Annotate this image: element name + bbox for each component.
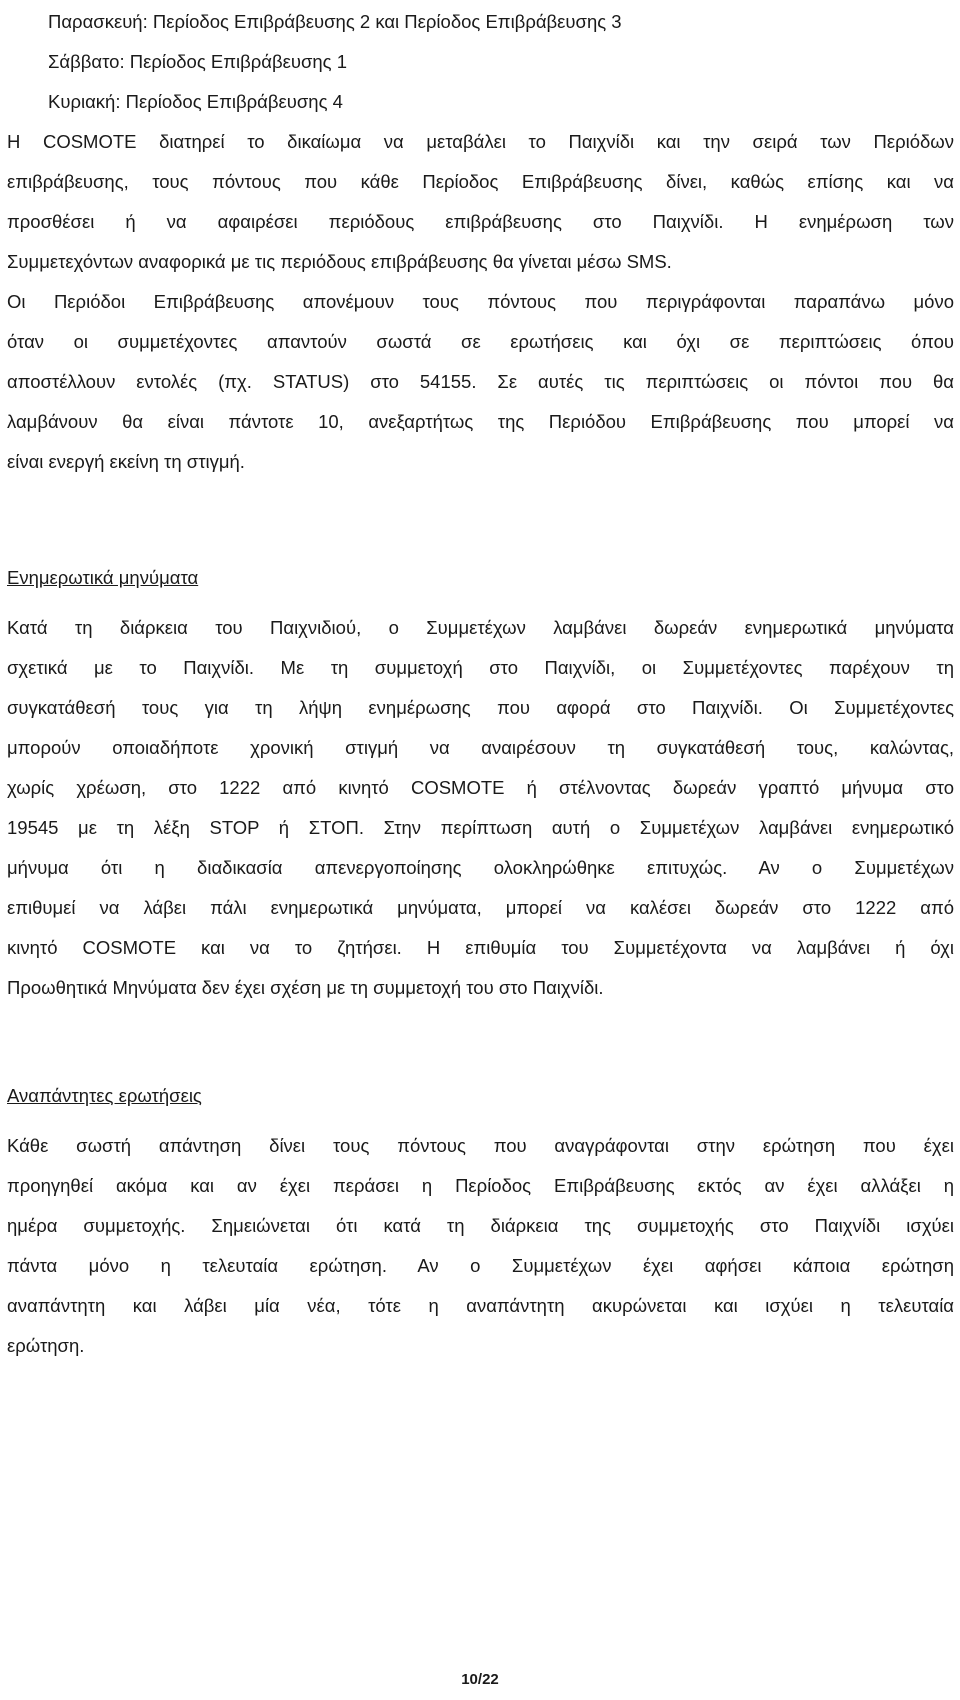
paragraph-line: αναπάντητη και λάβει μία νέα, τότε η αναπάντητη ακυρώνεται και ισχύει η τελευταία: [7, 1295, 954, 1316]
paragraph-line: Κάθε σωστή απάντηση δίνει τους πόντους που αναγράφονται στην ερώτηση που έχει: [7, 1135, 954, 1156]
paragraph-line: κινητό COSMOTE και να το ζητήσει. Η επιθυμία του Συμμετέχοντα να λαμβάνει ή όχι: [7, 937, 954, 958]
paragraph-line: πάντα μόνο η τελευταία ερώτηση. Αν ο Συμμετέχων έχει αφήσει κάποια ερώτηση: [7, 1255, 954, 1276]
section-spacer: [7, 1008, 954, 1076]
paragraph-line: επιθυμεί να λάβει πάλι ενημερωτικά μηνύματα, μπορεί να καλέσει δωρεάν στο 1222 από: [7, 897, 954, 918]
paragraph-info-messages: [7, 608, 954, 1008]
paragraph-line: Κατά τη διάρκεια του Παιχνιδιού, ο Συμμετέχων λαμβάνει δωρεάν ενημερωτικά μηνύματα: [7, 617, 954, 638]
paragraph-line: σχετικά με το Παιχνίδι. Με τη συμμετοχή στο Παιχνίδι, οι Συμμετέχοντες παρέχουν τη: [7, 657, 954, 678]
heading-spacer: [7, 598, 954, 608]
schedule-friday: Παρασκευή: Περίοδος Επιβράβευσης 2 και Περίοδος Επιβράβευσης 3: [48, 11, 622, 32]
paragraph-line: Συμμετεχόντων αναφορικά με τις περιόδους επιβράβευσης θα γίνεται μέσω SMS.: [7, 251, 672, 272]
paragraph-line: είναι ενεργή εκείνη τη στιγμή.: [7, 451, 245, 472]
paragraph-line: συγκατάθεσή τους για τη λήψη ενημέρωσης που αφορά στο Παιχνίδι. Οι Συμμετέχοντες: [7, 697, 954, 718]
paragraph-line: ημέρα συμμετοχής. Σημειώνεται ότι κατά τη διάρκεια της συμμετοχής στο Παιχνίδι ισχύει: [7, 1215, 954, 1236]
paragraph-line: αποστέλλουν εντολές (πχ. STATUS) στο 54155. Σε αυτές τις περιπτώσεις οι πόντοι που θα: [7, 371, 954, 392]
paragraph-line: προηγηθεί ακόμα και αν έχει περάσει η Περίοδος Επιβράβευσης εκτός αν έχει αλλάξει η: [7, 1175, 954, 1196]
section-spacer: [7, 482, 954, 558]
heading-spacer: [7, 1116, 954, 1126]
schedule-list: [7, 2, 954, 122]
section-heading-unanswered-questions: Αναπάντητες ερωτήσεις: [7, 1085, 202, 1106]
section-heading-info-messages: Ενημερωτικά μηνύματα: [7, 567, 199, 588]
paragraph-unanswered-questions: [7, 1126, 954, 1366]
paragraph-line: Οι Περιόδοι Επιβράβευσης απονέμουν τους πόντους που περιγράφονται παραπάνω μόνο: [7, 291, 954, 312]
paragraph-line: Προωθητικά Μηνύματα δεν έχει σχέση με τη συμμετοχή του στο Παιχνίδι.: [7, 977, 604, 998]
paragraph-line: λαμβάνουν θα είναι πάντοτε 10, ανεξαρτήτως της Περιόδου Επιβράβευσης που μπορεί να: [7, 411, 954, 432]
paragraph-line: χωρίς χρέωση, στο 1222 από κινητό COSMOTE ή στέλνοντας δωρεάν γραπτό μήνυμα στο: [7, 777, 954, 798]
paragraph-line: ερώτηση.: [7, 1335, 85, 1356]
schedule-saturday: Σάββατο: Περίοδος Επιβράβευσης 1: [48, 51, 348, 72]
schedule-sunday: Κυριακή: Περίοδος Επιβράβευσης 4: [48, 91, 343, 112]
paragraph-line: 19545 με τη λέξη STOP ή ΣΤΟΠ. Στην περίπτωση αυτή ο Συμμετέχων λαμβάνει ενημερωτικό: [7, 817, 954, 838]
paragraph-line: προσθέσει ή να αφαιρέσει περιόδους επιβράβευσης στο Παιχνίδι. Η ενημέρωση των: [7, 211, 954, 232]
paragraph-line: μπορούν οποιαδήποτε χρονική στιγμή να αναιρέσουν τη συγκατάθεσή τους, καλώντας,: [7, 737, 954, 758]
paragraph-reward-points: [7, 282, 954, 482]
paragraph-line: όταν οι συμμετέχοντες απαντούν σωστά σε ερωτήσεις και όχι σε περιπτώσεις όπου: [7, 331, 954, 352]
paragraph-cosmote-rights: [7, 122, 954, 282]
paragraph-line: Η COSMOTE διατηρεί το δικαίωμα να μεταβάλει το Παιχνίδι και την σειρά των Περιόδων: [7, 131, 954, 152]
paragraph-line: μήνυμα ότι η διαδικασία απενεργοποίησης ολοκληρώθηκε επιτυχώς. Αν ο Συμμετέχων: [7, 857, 954, 878]
paragraph-line: επιβράβευσης, τους πόντους που κάθε Περίοδος Επιβράβευσης δίνει, καθώς επίσης και να: [7, 171, 954, 192]
page-number: 10/22: [461, 1671, 499, 1688]
